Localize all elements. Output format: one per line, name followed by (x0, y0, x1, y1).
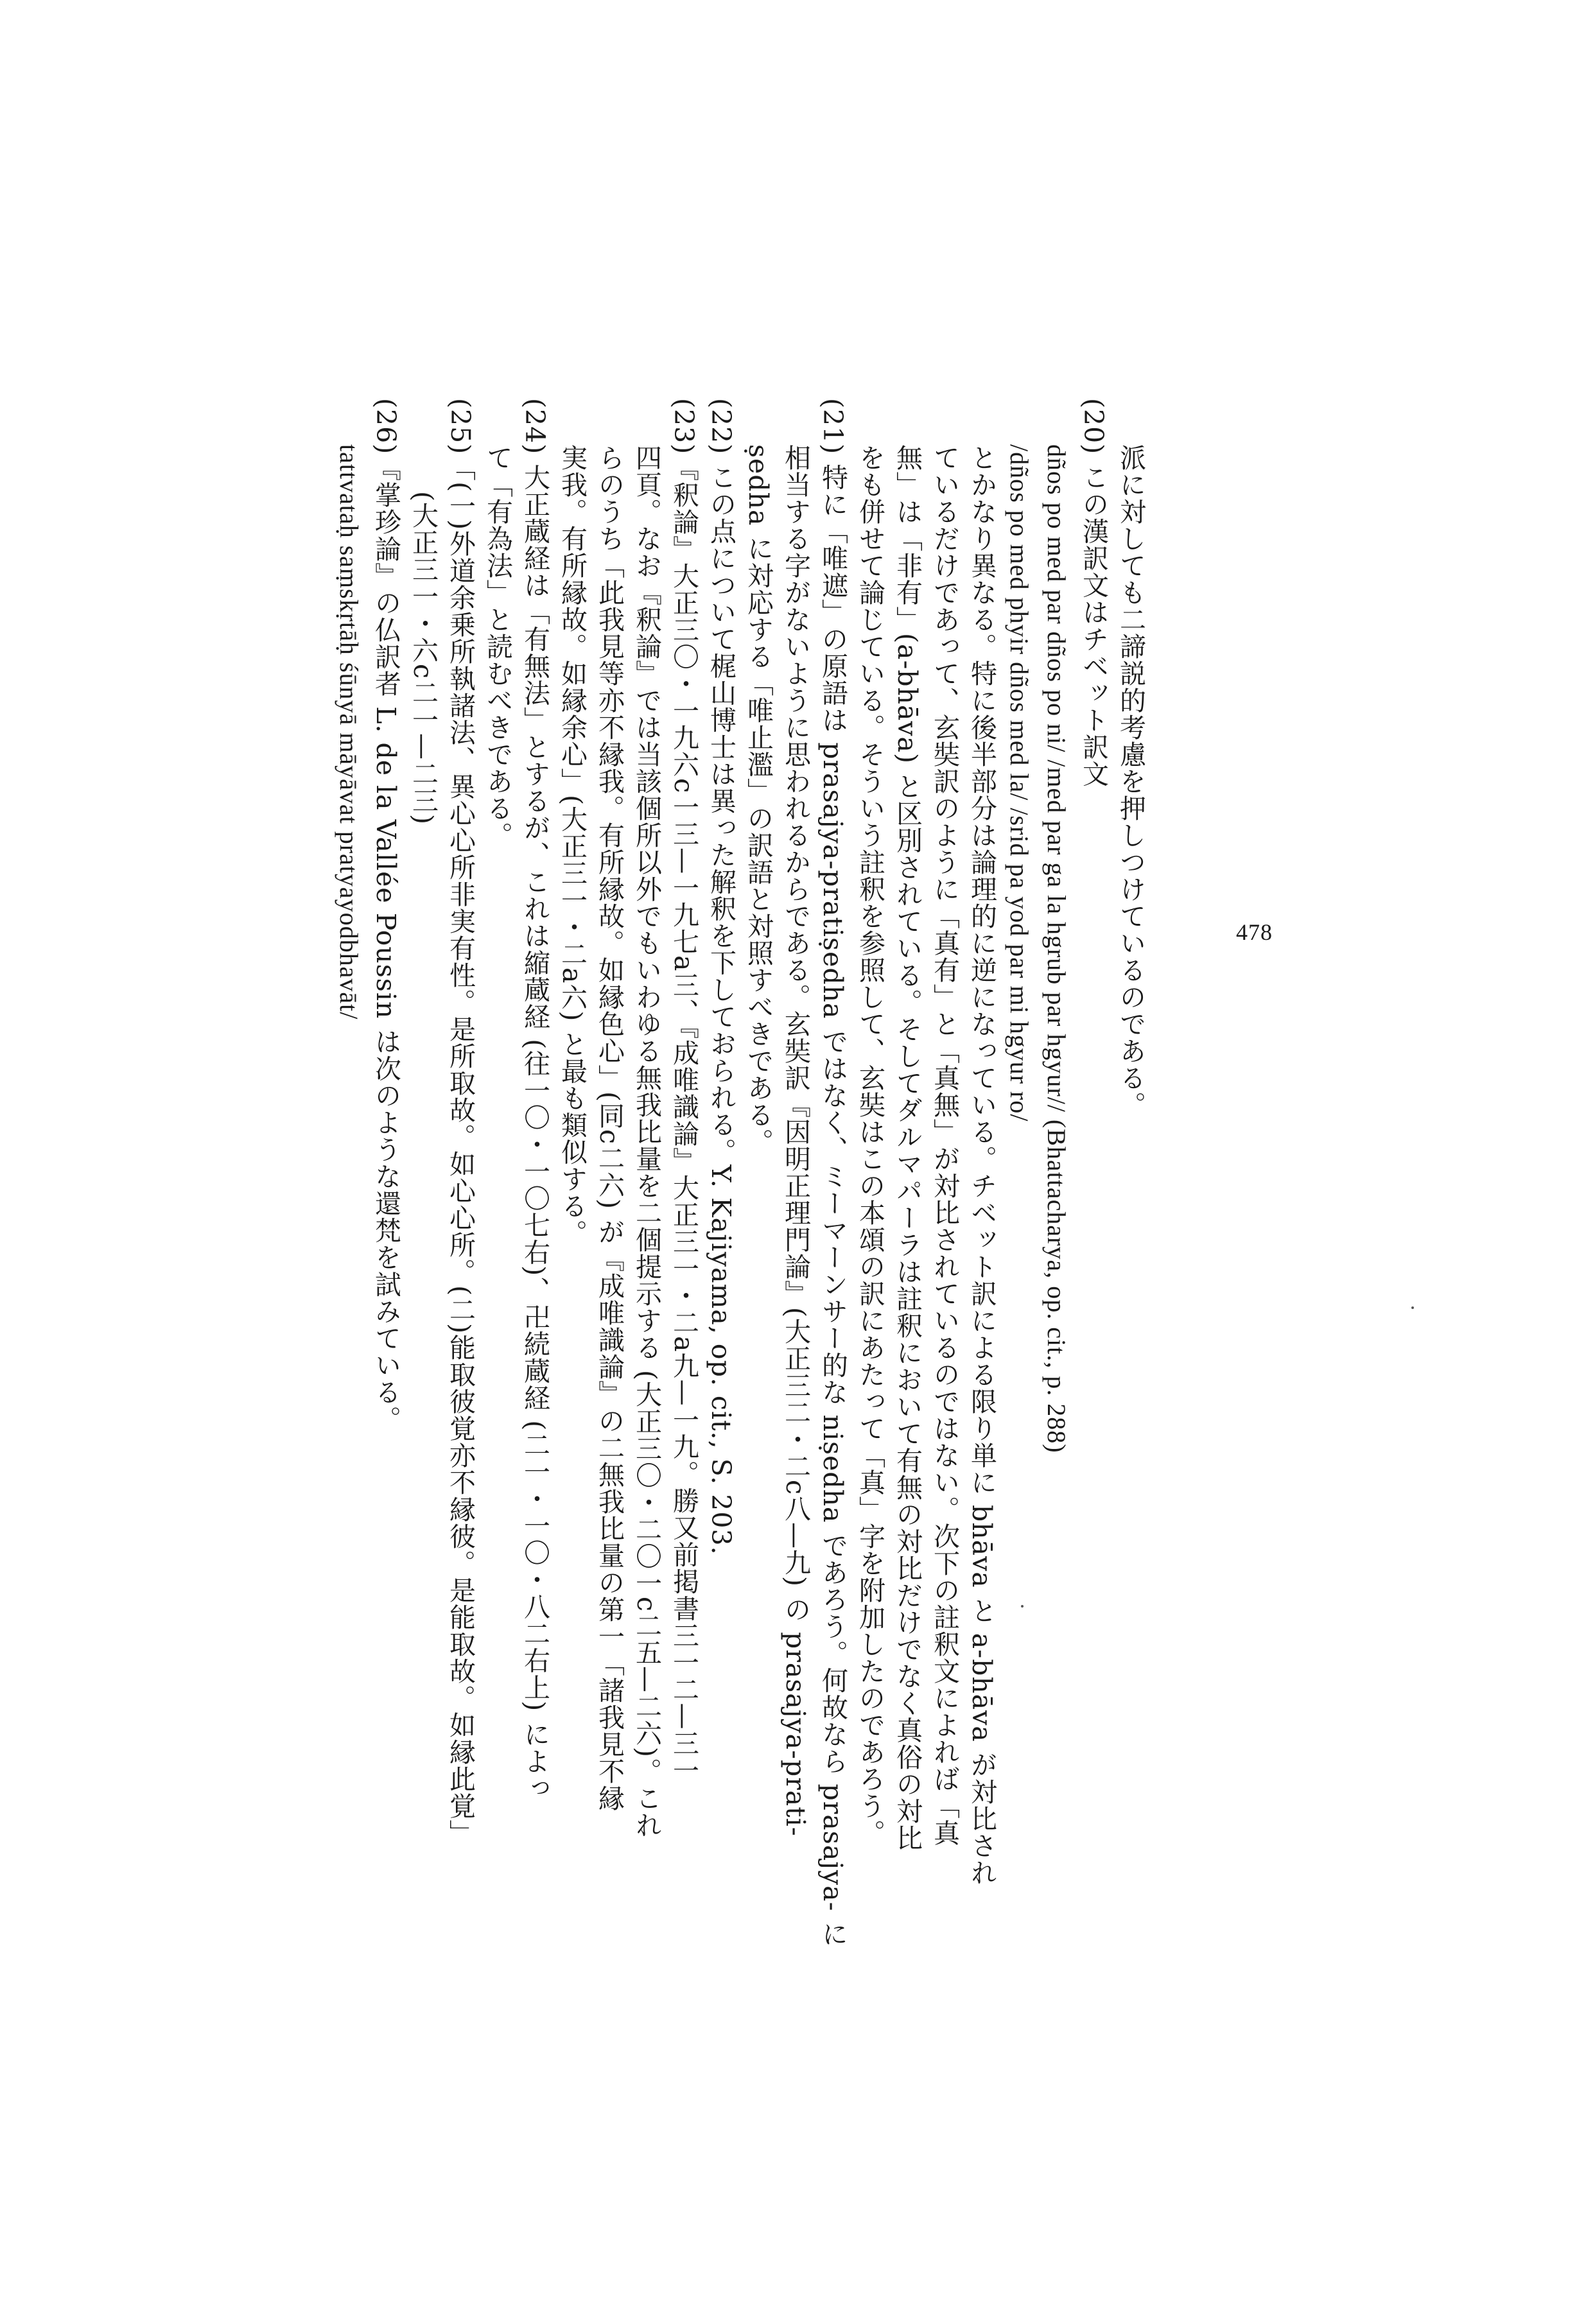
text-line: ているだけであって、玄奘訳のように「真有」と「真無」が対比されているのではない。次下の註釈文によれば「真 (929, 444, 960, 1846)
page-number: 478 (1236, 919, 1273, 945)
text-line: らのうち「此我見等亦不縁我。有所縁故。如縁色心」(同c二六) が『成唯識論』の二無我比量の第一「諸我見不縁 (594, 444, 625, 1812)
vertical-text-block (335, 398, 1149, 1948)
text-line: をも併せて論じている。そういう註釈を参照して、玄奘はこの本頌の訳にあたって「真」字を附加したのであろう。 (855, 444, 885, 1846)
text-line: て「有為法」と読むべきである。 (482, 444, 513, 849)
text-line: ṣedha に対応する「唯止濫」の訳語と対照すべきである。 (743, 444, 774, 1156)
text-line: 派に対しても二諦説的考慮を押しつけているのである。 (1115, 444, 1146, 1118)
text-line: dños po med par dños po ni/ /med par ga la hgrub par hgyur// (Bhattacharya, op. cit., p. 288) (1042, 444, 1071, 1453)
text-line: tattvataḥ saṃskṛtāḥ śūnyā māyāvat pratyayodbhavāt/ (335, 444, 363, 1020)
text-line: 相当する字がないように思われるからである。玄奘訳『因明正理門論』(大正三二・二c八—九) の prasajya-prati- (780, 444, 811, 1837)
text-line: (大正三一・六c二一—二三) (408, 491, 439, 825)
text-line: (22) この点について梶山博士は異った解釈を下しておられる。Y. Kajiyama, op. cit., S. 203. (706, 398, 736, 1556)
text-line: (20) この漢訳文はチベット訳文 (1078, 398, 1109, 788)
scan-speck (1021, 1605, 1024, 1608)
text-line: (25)「(一)外道余乗所執諸法、異心心所非実有性。是所取故。如心心所。(二)能取彼覚亦不縁彼。是能取故。如縁此覚」 (445, 398, 476, 1847)
text-line: /dños po med phyir dños med la/ /srid pa yod par mi hgyur ro/ (1005, 444, 1034, 1122)
scan-speck (1411, 1306, 1414, 1309)
text-line: (26)『掌珍論』の仏訳者 L. de la Vallée Poussin は次のような還梵を試みている。 (370, 398, 401, 1433)
text-line: 四頁。なお『釈論』では当該個所以外でもいわゆる無我比量を二個提示する (大正三〇・二〇一c二五—二六)。これ (631, 444, 662, 1839)
text-line: (21) 特に「唯遮」の原語は prasajya-pratiṣedha ではなく、ミーマーンサー的な niṣedha であろう。何故なら prasajya- に (817, 398, 848, 1948)
text-line: (24) 大正蔵経は「有無法」とするが、これは縮蔵経 (往一〇・一〇七右)、卍続蔵経 (二一・一〇・八二右上) によっ (519, 398, 550, 1802)
text-line: 無」は「非有」(a-bhāva) と区別されている。そしてダルマパーラは註釈において有無の対比だけでなく真俗の対比 (892, 444, 923, 1852)
text-line: 実我。有所縁故。如縁余心」(大正三一・二a六) と最も類似する。 (557, 444, 588, 1247)
text-line: とかなり異なる。特に後半部分は論理的に逆になっている。チベット訳による限り単に bhāva と a-bhāva が対比され (966, 444, 997, 1886)
text-line: (23)『釈論』大正三〇・一九六c一三—一九七a三、『成唯識論』大正三一・二a九—一九。勝又前掲書三一二—三一 (668, 398, 699, 1784)
